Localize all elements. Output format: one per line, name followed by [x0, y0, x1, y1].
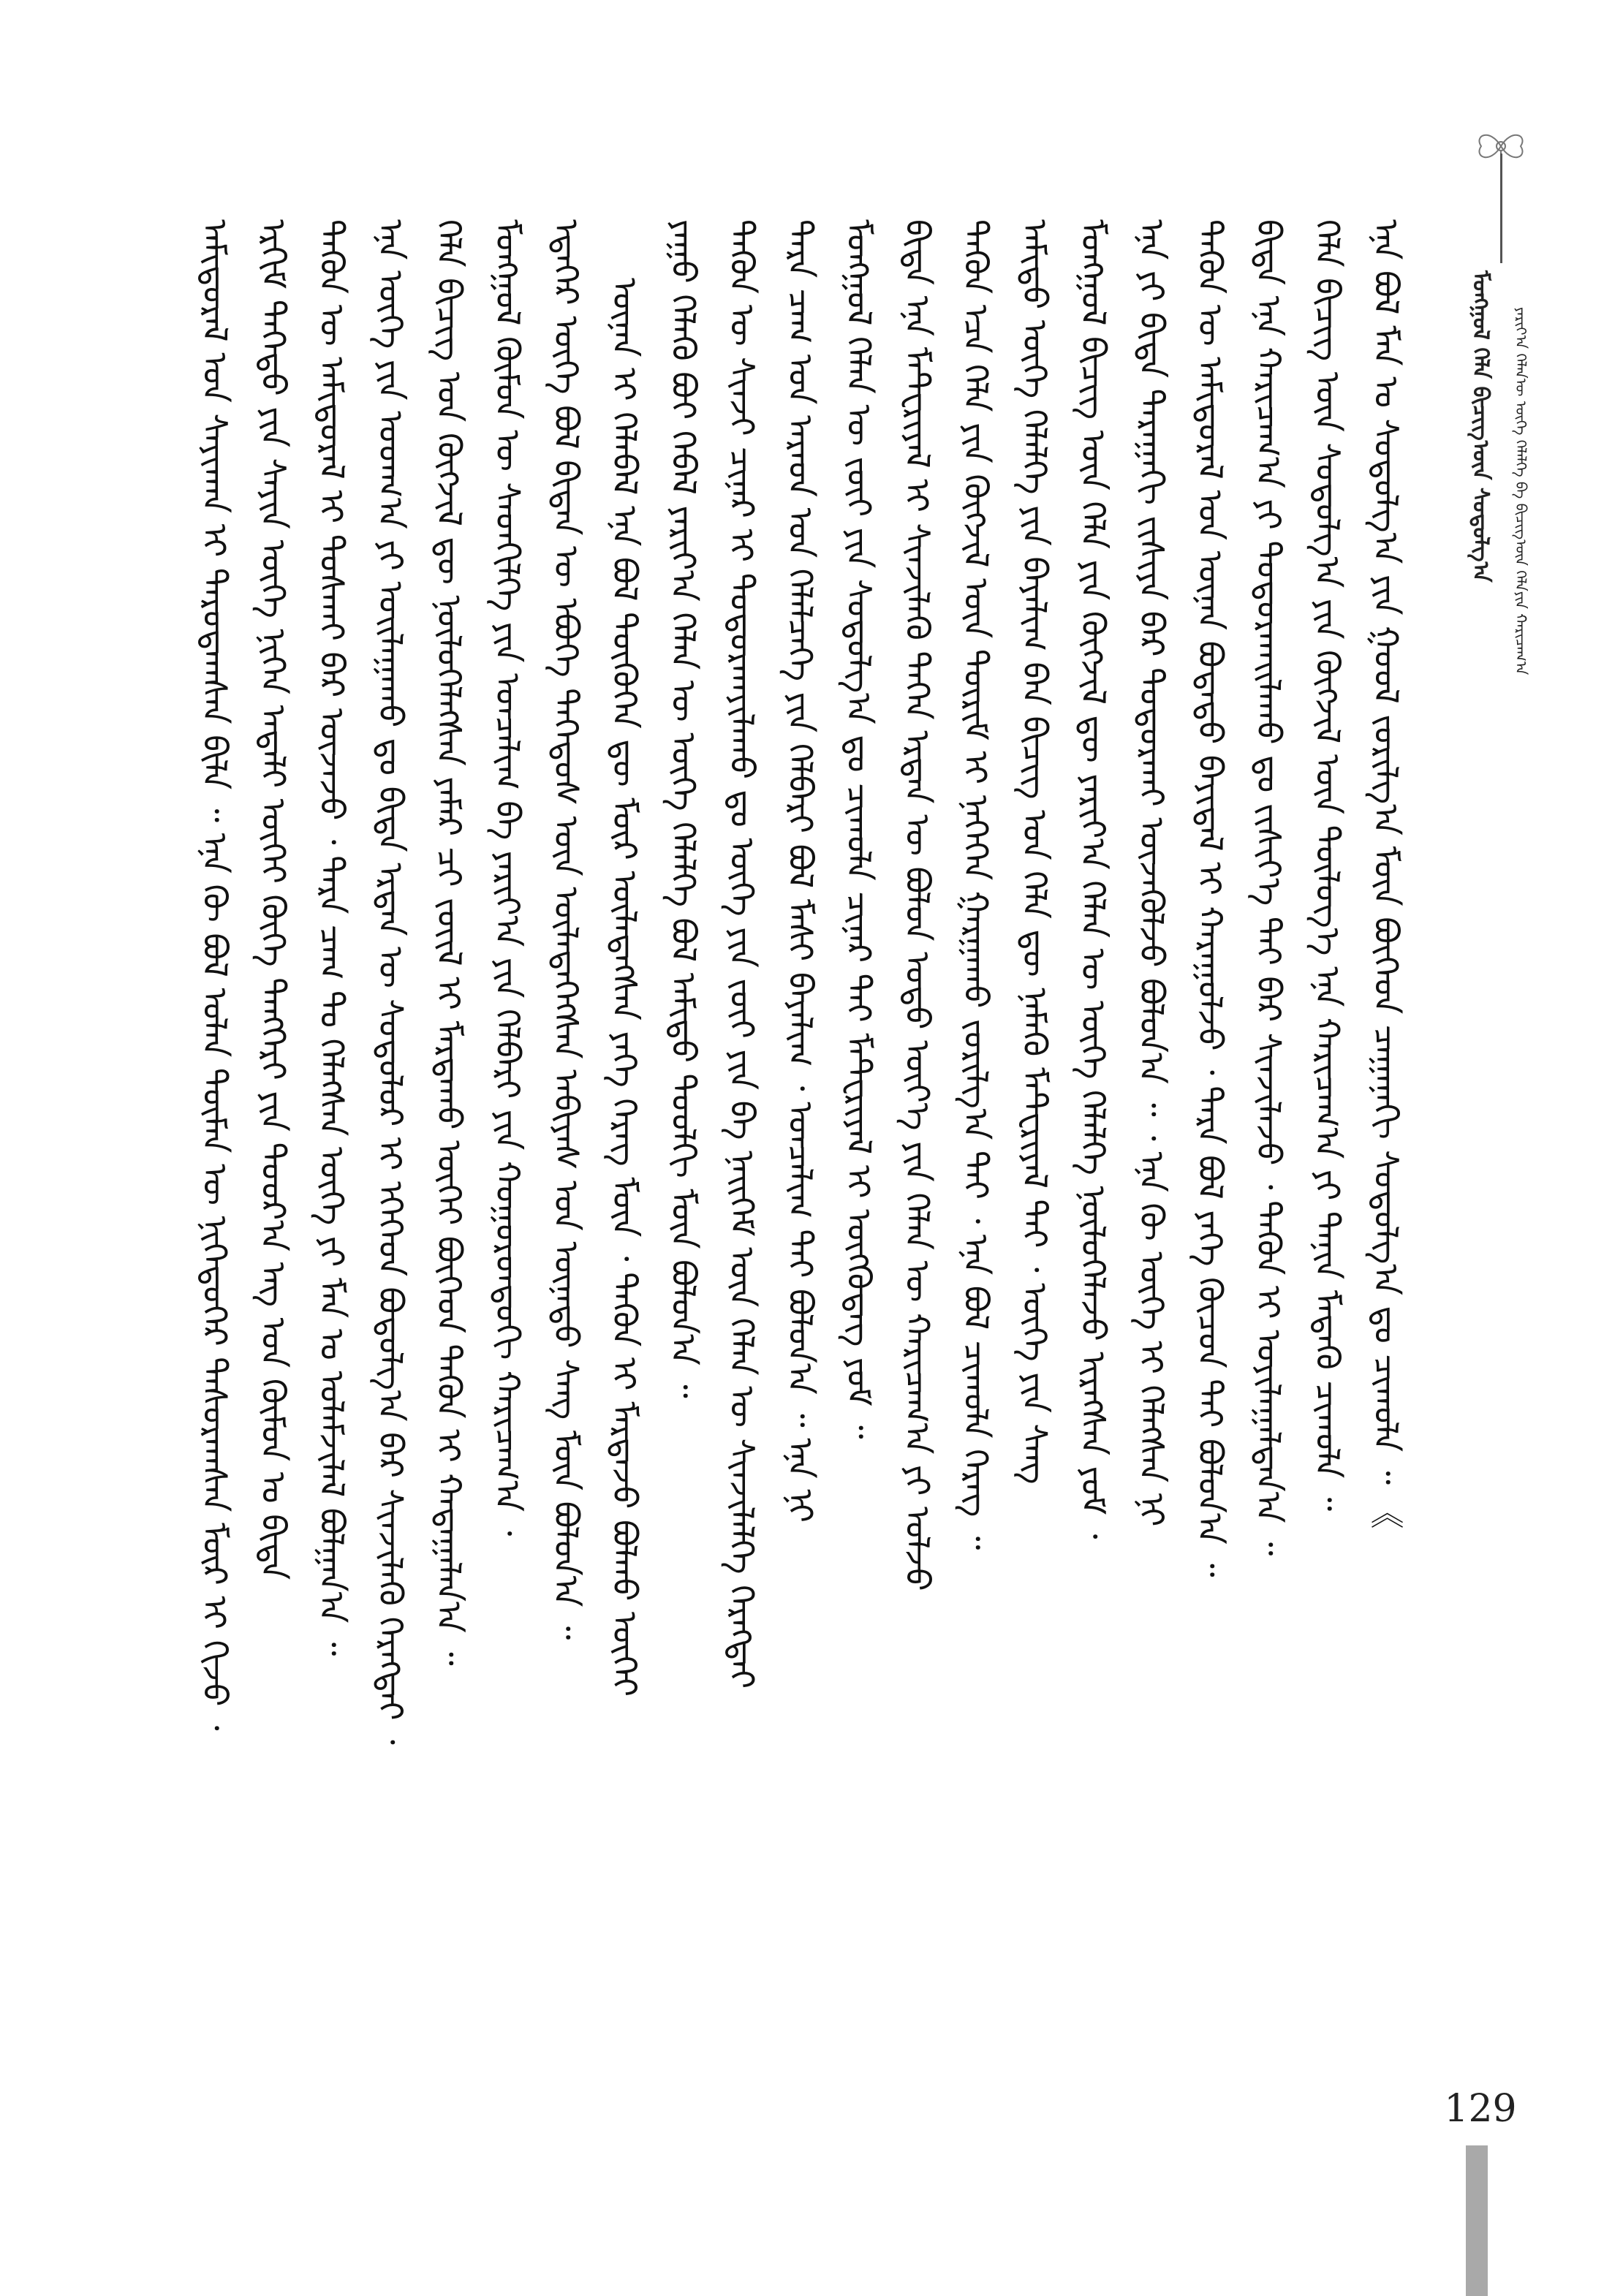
- text-column: ᠡᠨᠡ ᠪᠣᠯ ᠮᠠᠨ ᠤ ᠰᠤᠳᠤᠯᠭ᠎ᠠ ᠶᠢᠨ ᠭᠣᠤᠯ ᠵᠣᠷᠢᠯᠭ᠎ᠠ ᠮᠥᠨ ᠪᠥᠭᠡᠳ ᠴᠠᠭᠠᠨᠠᠬᠢ ᠰᠤᠳᠤᠯᠭ᠎ᠠ ᠳᠤ ᠴᠢᠬᠤᠯᠠ ᠃ 《: [1366, 219, 1406, 1530]
- running-header-subtitle: ᠶᠠᠷᠢᠶ᠎ᠠ ᠬᠡᠯᠡᠨ᠎ᠦ ᠦᠭᠡ ᠬᠡᠯᠡᠯᠭᠡ ᠪᠠ ᠪᠢᠴᠢᠭ᠎ᠦᠨ ᠬᠡᠯᠡ᠎ᠶᠢᠨ ᠬᠠᠷᠢᠴᠠᠭ᠎ᠠ: [1512, 307, 1530, 675]
- running-header-sub: [1495, 307, 1554, 1001]
- text-column: ᠮᠣᠩᠭᠣᠯ ᠬᠦᠮᠦᠨ ᠦ ᠰᠡᠳᠬᠢᠯᠭᠡ ᠶᠢᠨ ᠣᠨᠴᠠᠯᠢᠭ ᠪᠠ ᠶᠠᠷᠢᠶ᠎ᠠ ᠶᠢᠨ ᠬᠡᠯᠪᠡᠷᠢ ᠶᠢᠨ ᠬᠣᠭᠣᠷᠤᠨᠳᠤᠬᠢ ᠬᠠᠷᠢᠴᠠᠭ᠎ᠠ ᠂: [488, 219, 528, 1537]
- page-edge-bar: [1466, 2145, 1488, 2296]
- text-column: ᠡᠨᠡ ᠶᠢ ᠪᠢᠳᠡ ᠳᠠᠷᠠᠭᠠᠬᠢ ᠵᠢᠰᠢᠶᠡ ᠪᠡᠷ ᠲᠣᠳᠣᠷᠬᠠᠢ ᠦᠵᠡᠭᠦᠯᠵᠦ ᠪᠣᠯᠤᠨ᠎ᠠ ᠃ ᠂ ᠡᠨᠡ ᠬᠦ ᠦᠭᠡ ᠢ ᠬᠡᠯᠡᠭᠰᠡᠨ ᠨᠢ: [1132, 219, 1172, 1527]
- text-column: ᠲᠡᠭᠦᠨ ᠦ ᠠᠮᠢᠳᠤᠷᠠᠯ ᠢ ᠲᠤᠰᠬᠠᠢ ᠪᠡᠷ ᠦᠵᠡᠵᠦ ᠂ ᠲᠡᠷᠡ ᠴᠠᠭ ᠲᠤ ᠬᠡᠯᠡᠭᠰᠡᠨ ᠦᠭᠡ ᠶᠢ ᠮᠠᠨ ᠤ ᠤᠯᠠᠮᠵᠢᠯᠠᠯ ᠪᠣᠯᠭᠠᠨ᠎ᠠ ᠃: [312, 219, 352, 1656]
- text-column: ᠬᠡᠯᠡ ᠪᠢᠴᠢᠭ ᠤᠨ ᠬᠥᠭᠵᠢᠯ ᠳᠦ ᠨᠥᠯᠦᠭᠡᠯᠡᠭᠰᠡᠨ ᠶᠠᠮᠠᠷ ᠴᠢ ᠵᠦᠢᠯ ᠢ ᠮᠠᠷᠲᠠᠬᠤ ᠦᠭᠡᠢ ᠪᠥᠭᠡᠳ ᠲᠡᠭᠦᠨ ᠢ ᠬᠠᠳᠠᠭᠠᠯᠠᠨ᠎ᠠ ᠃: [429, 219, 469, 1666]
- text-column: ᠠᠮᠢᠳᠤ ᠦᠭᠡ ᠬᠡᠯᠡᠯᠭᠡ ᠶᠢᠨ ᠪᠠᠶᠠᠯᠢᠭ ᠪᠠᠨ ᠪᠢᠴᠢᠭ ᠤᠨ ᠬᠡᠯᠡ ᠳᠦ ᠨᠡᠮᠡᠬᠦ ᠮᠠᠲᠸᠷᠢᠶᠠᠯ ᠲᠠᠢ ᠂ ᠦᠭᠡ ᠶᠢᠨ ᠰᠠᠩ: [1015, 219, 1055, 1485]
- text-column: ᠮᠣᠩᠭᠣᠯ ᠬᠡᠯᠡᠨ ᠦ ᠵᠦᠢ ᠶᠢᠨ ᠰᠤᠳᠤᠯᠭ᠎ᠠ ᠳᠤ ᠴᠢᠬᠤᠯᠠ ᠴᠢᠨᠠᠷ ᠲᠠᠢ ᠮᠠᠲᠸᠷᠢᠶᠠᠯ ᠢ ᠥᠭᠭᠦᠳᠡᠭ ᠶᠤᠮ ᠃: [839, 219, 879, 1439]
- text-column: ᠲᠡᠭᠦᠨ ᠦ ᠠᠮᠢᠳᠤᠷᠠᠯ ᠤᠨ ᠦᠨᠡᠨ ᠪᠣᠳᠠᠲᠤ ᠪᠠᠶᠢᠳᠠᠯ ᠢ ᠬᠠᠷᠠᠭᠤᠯᠵᠤ ᠂ ᠲᠡᠷᠡ ᠪᠣᠯ ᠶᠡᠬᠡ ᠬᠦᠴᠦᠨ ᠲᠡᠢ ᠪᠣᠯᠤᠨ᠎ᠠ ᠃: [1190, 219, 1230, 1577]
- text-column: ᠶᠠᠭᠤ ᠬᠡᠯᠡᠬᠦ ᠪᠤᠢ ᠭᠡᠪᠡᠯ ᠶᠠᠷᠢᠶ᠎ᠠ ᠬᠡᠯᠡᠨ ᠦ ᠦᠭᠡ ᠬᠡᠯᠡᠯᠭᠡ ᠪᠣᠯ ᠠᠮᠢᠳᠤ ᠳᠣᠣᠯᠭᠢ ᠮᠥᠨ ᠪᠣᠯᠤᠨ᠎ᠠ ᠃: [663, 219, 703, 1398]
- text-column: ᠪᠢᠳᠡ ᠡᠨᠡ ᠬᠠᠷᠢᠴᠠᠭ᠎ᠠ ᠶᠢ ᠲᠣᠳᠣᠷᠬᠠᠢᠯᠠᠬᠤ ᠳᠤ ᠵᠢᠱᠢᠶ᠎ᠡ ᠲᠠᠢ ᠪᠠᠷ ᠰᠢᠨᠵᠢᠯᠡᠵᠦ ᠂ ᠲᠡᠭᠦᠨ ᠢ ᠣᠶᠢᠯᠠᠭᠠᠯᠳᠠᠨ᠎ᠠ ᠃: [1249, 219, 1289, 1556]
- text-column: ᠡᠳᠡᠭᠡᠷ ᠦᠭᠡ ᠪᠣᠯ ᠪᠢᠳᠡᠨ ᠦ ᠡᠪᠦᠭᠡ ᠳᠡᠭᠡᠳᠦᠰ ᠦᠨ ᠦᠯᠡᠳᠡᠭᠡᠭᠰᠡᠨ ᠠᠪᠢᠶᠠᠰ ᠤᠨ ᠦᠨᠡᠲᠦ ᠰᠠᠩ ᠮᠥᠨ ᠪᠣᠯᠤᠨ᠎ᠠ ᠃: [546, 219, 586, 1640]
- header-rule: [1500, 154, 1502, 263]
- text-column: ᠡᠷᠬᠢᠮ ᠳᠡᠭᠡᠳᠦ ᠶᠢᠨ ᠰᠠᠶᠢᠨ ᠦᠭᠡ ᠨᠢᠭᠡᠨ ᠠᠳᠠᠯᠢ ᠦᠭᠡᠢ ᠬᠥᠬᠡ ᠲᠡᠩᠭᠡᠷᠢ ᠶᠢᠨ ᠳᠣᠣᠷ᠎ᠠ ᠡᠩ ᠤᠨ ᠬᠦᠮᠦᠨ ᠤ ᠪᠢᠳᠡ: [254, 219, 294, 1580]
- text-column: ᠮᠣᠩᠭᠣᠯ ᠪᠢᠴᠢᠭ ᠦᠨ ᠬᠡᠯᠡ ᠶᠢᠨ ᠬᠥᠭᠵᠢᠯ ᠳᠦ ᠶᠠᠷᠢᠶ᠎ᠠ ᠬᠡᠯᠡᠨ ᠦ ᠦᠭᠡ ᠬᠡᠯᠡᠯᠭᠡ ᠨᠥᠯᠦᠭᠡᠯᠡᠵᠦ ᠢᠷᠡᠭᠰᠡᠨ ᠶᠤᠮ ᠂: [1073, 219, 1113, 1539]
- text-column: ᠪᠢᠳᠡ ᠡᠨᠡ ᠮᠠᠲᠸᠷᠢᠶᠠᠯ ᠢ ᠰᠢᠨᠵᠢᠯᠡᠬᠦ ᠳᠡᠭᠡᠨ ᠡᠷᠲᠡᠨ ᠦ ᠪᠣᠯᠤᠨ ᠣᠳᠣ ᠦᠶ᠎ᠡ ᠶᠢᠨ ᠬᠡᠯᠡᠨ ᠦ ᠬᠠᠷᠢᠴᠠᠭ᠎ᠠ ᠶᠢ ᠣᠯᠵᠤ: [898, 219, 938, 1591]
- text-column: ᠠᠮᠢᠳᠤᠷᠠᠯ ᠤᠨ ᠰᠠᠶᠢᠬᠠᠨ ᠢ ᠳᠠᠷᠤᠳᠠᠭᠰᠠᠨ ᠪᠢᠯᠡ ᠃ ᠡᠨᠡ ᠬᠦ ᠪᠤᠯ ᠤᠯᠠᠨ ᠲᠦᠮᠡᠨ ᠦ ᠨᠢᠭᠡᠳᠦᠭᠡᠷ ᠲᠠᠰᠤᠷᠠᠭᠰᠠᠨ ᠮᠥᠷ ᠢ ᠬᠢᠵᠦ ᠂: [195, 219, 235, 1731]
- text-column: ᠲᠡᠭᠦᠨ ᠦ ᠰᠢᠨᠵᠢ ᠴᠢᠨᠠᠷ ᠢ ᠲᠣᠳᠣᠷᠬᠠᠶᠢᠯᠠᠬᠤ ᠳᠤ ᠦᠭᠡ ᠶᠢᠨ ᠵᠦᠢ ᠶᠢᠨ ᠪᠠ ᠨᠡᠢᠭᠡᠮ ᠦᠨ ᠬᠡᠯᠡᠨ ᠦ ᠰᠢᠨᠵᠢᠯᠡᠯᠭᠡ ᠬᠡᠷᠡᠭᠲᠡᠢ: [722, 219, 762, 1689]
- body-text: [186, 219, 1415, 2061]
- text-column: ᠲᠡᠭᠦᠨ ᠡᠴᠡ ᠬᠡᠯᠡ ᠶᠢᠨ ᠬᠥᠭᠵᠢᠯ ᠦᠨ ᠳᠦᠷᠢᠮ ᠢ ᠨᠡᠭᠡᠭᠡᠨ ᠭᠠᠷᠭᠠᠬᠤ ᠵᠣᠷᠢᠯᠭ᠎ᠠ ᠲᠠᠢ ᠂ ᠡᠨᠡ ᠪᠣᠯ ᠴᠢᠬᠤᠯᠠ ᠬᠡᠷᠡᠭ ᠃: [956, 219, 996, 1550]
- page-number: 129: [1444, 2087, 1517, 2131]
- running-header-title: ᠮᠣᠩᠭᠣᠯ ᠬᠡᠯᠡ ᠪᠢᠴᠢᠭ᠎ᠦᠨ ᠰᠤᠳᠤᠯᠭ᠎ᠠ: [1467, 270, 1494, 583]
- text-column: ᠬᠡᠯᠡ ᠪᠢᠴᠢᠭ ᠦᠨ ᠰᠤᠳᠤᠯᠭ᠎ᠠ ᠶᠢᠨ ᠬᠥᠭᠵᠢᠯ ᠦᠨ ᠲᠥᠯᠦᠭ᠎ᠡ ᠡᠨᠡ ᠬᠠᠷᠢᠴᠠᠭ᠎ᠠ ᠶᠢ ᠲᠠᠨᠢᠨ ᠮᠡᠳᠡᠬᠦ ᠴᠢᠬᠤᠯᠠ ᠃: [1307, 219, 1347, 1512]
- text-column: ᠡᠨᠡ ᠦᠭᠡ ᠶᠢᠨ ᠤᠳᠬ᠎ᠠ ᠶᠢ ᠣᠢᠯᠠᠭᠠᠬᠤ ᠳᠤ ᠪᠢᠳᠡ ᠡᠷᠲᠡᠨ ᠦ ᠰᠤᠳᠤᠯᠤᠷ ᠢ ᠡᠭᠡᠬᠡᠳ ᠪᠣᠳᠣᠯᠭ᠎ᠠ ᠪᠠᠷ ᠰᠢᠨᠵᠢᠯᠡᠬᠦ ᠬᠡᠷᠡᠭᠲᠡᠢ ᠂: [371, 219, 411, 1745]
- text-column: ᠲᠡᠷᠡ ᠴᠠᠭ ᠤᠨ ᠠᠷᠠᠳ ᠤᠨ ᠬᠡᠯᠡᠯᠴᠡᠭᠡ ᠶᠢᠨ ᠬᠡᠯᠪᠡᠷᠢ ᠪᠣᠯ ᠮᠠᠰᠢ ᠪᠠᠶᠠᠯᠢᠭ ᠂ ᠣᠨᠴᠠᠯᠢᠭ ᠲᠠᠢ ᠪᠣᠯᠤᠨ᠎ᠠ ᠃ ᠡᠨᠡ ᠨᠢ: [780, 219, 820, 1523]
- text-column: ᠦᠨᠡᠨ ᠢ ᠬᠡᠯᠡᠪᠡᠯ ᠡᠨᠡ ᠪᠣᠯ ᠲᠦᠭᠦᠬᠡᠨ ᠳᠦ ᠮᠥᠷ ᠦᠯᠡᠳᠡᠭᠰᠡᠨ ᠶᠡᠬᠡ ᠬᠡᠷᠡᠭ ᠮᠥᠨ ᠂ ᠲᠡᠭᠦᠨ ᠢ ᠮᠠᠷᠲᠠᠵᠤ ᠪᠣᠯᠬᠤ ᠦᠭᠡᠢ: [605, 278, 645, 1697]
